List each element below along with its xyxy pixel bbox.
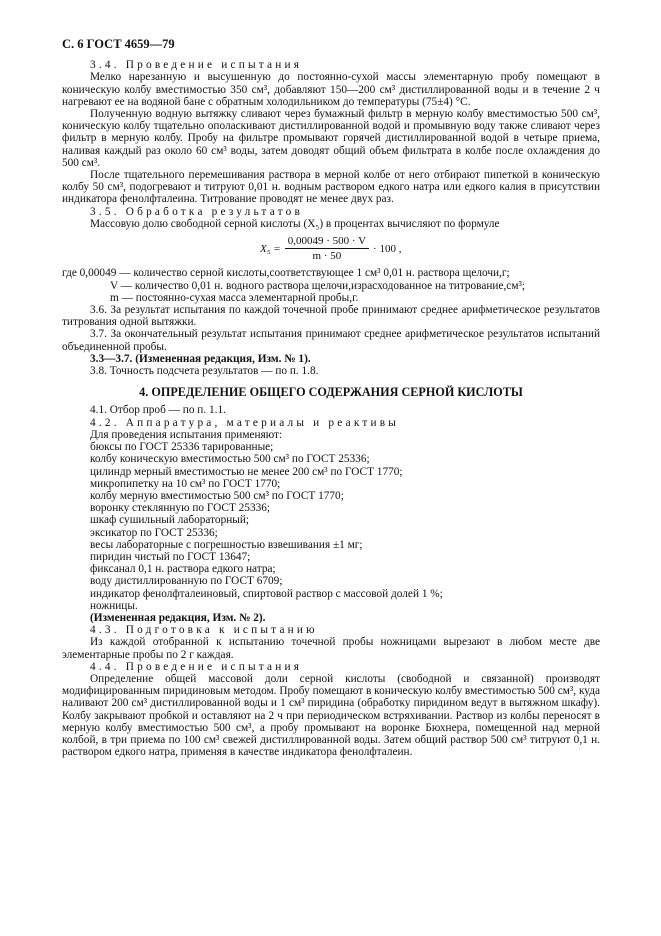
- section-4-3-para: Из каждой отобранной к испытанию точечной пробы ножницами вырезают в любом месте две элементарные пробы по 2 г каждая.: [62, 636, 600, 661]
- formula-where-2: V — количество 0,01 н. водного раствора щелочи,израсходованное на титрование,см³;: [110, 279, 525, 292]
- list-item: пиридин чистый по ГОСТ 13647;: [90, 550, 251, 563]
- section-4-1: 4.1. Отбор проб — по п. 1.1.: [90, 404, 226, 417]
- list-item: микропипетку на 10 см³ по ГОСТ 1770;: [90, 477, 281, 490]
- section-3-4-title: 3.4. Проведение испытания: [90, 59, 303, 72]
- section-4-title: 4. ОПРЕДЕЛЕНИЕ ОБЩЕГО СОДЕРЖАНИЯ СЕРНОЙ КИСЛОТЫ: [139, 385, 523, 400]
- formula-tail: · 100 ,: [373, 242, 402, 255]
- list-item: ножницы.: [90, 599, 138, 612]
- list-item: весы лабораторные с погрешностью взвешивания ±1 мг;: [90, 538, 363, 551]
- list-item: шкаф сушильный лабораторный;: [90, 514, 250, 527]
- list-item: фиксанал 0,1 н. раствора едкого натра;: [90, 563, 276, 576]
- section-4-4-title: 4.4. Проведение испытания: [90, 660, 303, 673]
- section-3-5-intro: Массовую долю свободной серной кислоты (X₅) в процентах вычисляют по формуле: [90, 217, 500, 230]
- amendment-4-2: (Измененная редакция, Изм. № 2).: [90, 611, 266, 624]
- section-3-6: 3.6. За результат испытания по каждой точечной пробе принимают среднее арифметическое результатов титрования одной вытяжки.: [62, 304, 600, 329]
- formula-where-1: где 0,00049 — количество серной кислоты,соответствующее 1 см³ 0,01 н. раствора щелочи,г;: [62, 267, 510, 280]
- formula-fraction: [285, 235, 369, 262]
- section-3-5-title: 3.5. Обработка результатов: [90, 205, 303, 218]
- formula-denominator: m · 50: [312, 250, 342, 263]
- list-item: индикатор фенолфталеиновый, спиртовой раствор с массовой долей 1 %;: [90, 587, 443, 600]
- section-4-2-intro: Для проведения испытания применяют:: [90, 428, 283, 441]
- document-page: [62, 38, 600, 758]
- section-4-3-title: 4.3. Подготовка к испытанию: [90, 624, 318, 637]
- list-item: колбу мерную вместимостью 500 см³ по ГОСТ 1770;: [90, 489, 344, 502]
- list-item: воронку стеклянную по ГОСТ 25336;: [90, 502, 271, 515]
- section-3-8: 3.8. Точность подсчета результатов — по п. 1.8.: [90, 365, 319, 378]
- amendment-3-3-3-7: 3.3—3.7. (Измененная редакция, Изм. № 1).: [90, 352, 311, 365]
- list-item: колбу коническую вместимостью 500 см³ по ГОСТ 25336;: [90, 453, 370, 466]
- formula-where-3: m — постоянно-сухая масса элементарной пробы,г.: [110, 291, 359, 304]
- section-3-4-para-1: Мелко нарезанную и высушенную до постоянно-сухой массы элементарную пробу помещают в коническую колбу вместимостью 350 см³, добавляют 150—200 см³ дистиллированной воды и в течение 2 ч нагревают ее на водяной бане с обратным холодильником до температуры (75±4) °С.: [62, 71, 600, 108]
- list-item: воду дистиллированную по ГОСТ 6709;: [90, 575, 283, 588]
- formula-x5: [260, 235, 600, 262]
- section-4-4-para: Определение общей массовой доли серной кислоты (свободной и связанной) производят модифицированным пиридиновым методом. Пробу помещают в коническую колбу вместимостью 500 см³, куда наливают 200 см³ дистиллированной воды и 1 см³ пиридина (обработку пиридином ведут в вытяжном шкафу). Колбу закрывают пробкой и оставляют на 2 ч при периодическом встряхивании. Раствор из колбы переносят в мерную колбу вместимостью 500 см³, а пробу промывают на воронке Бюхнера, помещенной над мерной колбой, в три приема по 100 см³ свежей дистиллированной воды. Затем общий раствор 500 см³ титруют 0,1 н. раствором едкого натра, применяя в качестве индикатора фенолфталеин.: [62, 672, 600, 759]
- list-item: бюксы по ГОСТ 25336 тарированные;: [90, 441, 274, 454]
- formula-lhs: X₅ =: [260, 242, 281, 255]
- section-3-4-para-3: После тщательного перемешивания раствора в мерной колбе от него отбирают пипеткой в коническую колбу 50 см³, подогревают и титруют 0,01 н. водным раствором едкого натра или едкого калия в присутствии индикатора фенолфталеина. Титрование проводят не менее двух раз.: [62, 169, 600, 206]
- page-header: С. 6 ГОСТ 4659—79: [62, 37, 175, 51]
- section-3-4-para-2: Полученную водную вытяжку сливают через бумажный фильтр в мерную колбу вместимостью 500 см³, коническую колбу тщательно ополаскивают дистиллированной водой и промывную воду также сливают через фильтр в мерную колбу. Пробу на фильтре промывают горячей дистиллированной водой в четыре приема, наливая каждый раз около 60 см³ воды, затем доводят общий объем фильтрата в колбе после охлаждения до 500 см³.: [62, 108, 600, 169]
- section-4-2-title: 4.2. Аппаратура, материалы и реактивы: [90, 416, 400, 429]
- formula-numerator: 0,00049 · 500 · V: [285, 235, 369, 249]
- list-item: цилиндр мерный вместимостью не менее 200 см³ по ГОСТ 1770;: [90, 465, 403, 478]
- list-item: эксикатор по ГОСТ 25336;: [90, 526, 218, 539]
- equipment-list: [62, 441, 600, 612]
- section-3-7: 3.7. За окончательный результат испытания принимают среднее арифметическое результатов испытаний объединенной пробы.: [62, 328, 600, 353]
